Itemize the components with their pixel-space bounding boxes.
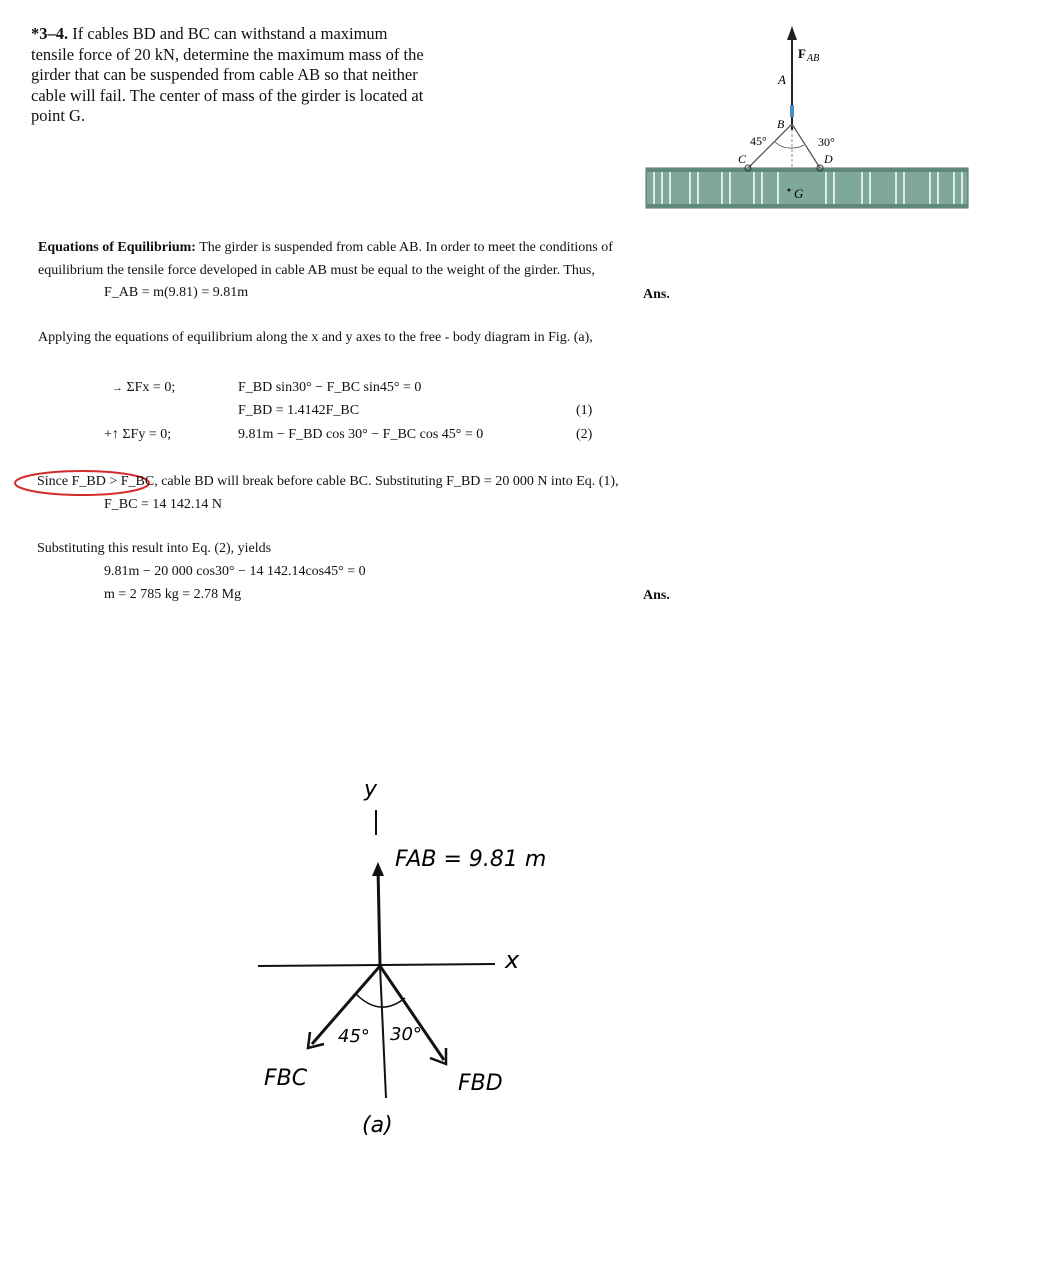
free-body-diagram (240, 760, 560, 1150)
fbc-vector-label: FBC (264, 1066, 308, 1091)
fbd-angle-30: 30° (390, 1024, 422, 1045)
problem-line-5: point G. (31, 106, 86, 125)
x-axis-label: x (505, 946, 520, 974)
problem-line-2: tensile force of 20 kN, determine the maximum mass of the (31, 44, 424, 64)
fbd-vector (380, 966, 444, 1060)
girder-figure (640, 20, 980, 215)
point-a-label: A (778, 72, 786, 87)
fab-arrowhead (787, 26, 797, 40)
sum-fy-label: +↑ ΣFy = 0; (104, 427, 172, 442)
substituting-text: Substituting this result into Eq. (2), yields (37, 541, 272, 556)
equation-1-number: (1) (576, 403, 593, 418)
point-c-label: C (738, 152, 747, 166)
angle-45-label: 45° (750, 134, 767, 148)
final-answer: m = 2 785 kg = 2.78 Mg (104, 587, 242, 602)
negative-y-axis (380, 966, 386, 1098)
fab-force-sub: AB (807, 53, 820, 64)
girder-beam (646, 165, 968, 208)
problem-statement (31, 24, 471, 127)
problem-number: *3–4. (31, 24, 69, 43)
fbd-caption: (a) (362, 1113, 393, 1138)
solution-intro-line-2: equilibrium the tensile force developed in cable AB must be equal to the weight of the girder. Thus, (38, 263, 595, 278)
x-axis-line (258, 964, 495, 966)
point-d-label: D (824, 152, 833, 166)
point-b-label: B (777, 117, 785, 131)
fbd-vector-label: FBD (458, 1071, 503, 1096)
ans-label-2: Ans. (643, 588, 670, 603)
fab-vector-label: FAB = 9.81 m (395, 847, 547, 872)
point-g-label: G (794, 186, 804, 201)
equation-1a: F_BD sin30° − F_BC sin45° = 0 (238, 380, 422, 395)
angle-30-label: 30° (818, 135, 835, 149)
equation-2-number: (2) (576, 427, 593, 442)
fab-force-label: F (798, 46, 806, 61)
problem-line-4: cable will fail. The center of mass of the girder is located at (31, 85, 424, 105)
fab-vector (378, 868, 380, 965)
final-equation: 9.81m − 20 000 cos30° − 14 142.14cos45° = 0 (104, 564, 366, 579)
ans-label-1: Ans. (643, 287, 670, 302)
fbd-angle-45: 45° (338, 1026, 370, 1047)
problem-line-3: girder that can be suspended from cable AB so that neither (31, 65, 418, 84)
problem-line-1: *3–4. If cables BD and BC can withstand a maximum (31, 24, 388, 43)
fab-vector-head (372, 862, 384, 876)
cable-link (790, 105, 794, 117)
y-axis-label: y (364, 777, 378, 802)
equation-fab: F_AB = m(9.81) = 9.81m (104, 285, 249, 300)
since-text: Since F_BD > F_BC, cable BD will break before cable BC. Substituting F_BD = 20 000 N into Eq. (1), (37, 474, 619, 489)
equation-1b: F_BD = 1.4142F_BC (238, 403, 360, 418)
sum-fx-label: → ΣFx = 0; (112, 380, 176, 395)
cable-bd (792, 124, 820, 168)
equation-2: 9.81m − F_BD cos 30° − F_BC cos 45° = 0 (238, 427, 484, 442)
solution-intro-line-1: Equations of Equilibrium: The girder is suspended from cable AB. In order to meet the conditions of (38, 240, 613, 255)
solution-heading: Equations of Equilibrium: (38, 240, 196, 255)
fbc-result: F_BC = 14 142.14 N (104, 497, 222, 512)
applying-text: Applying the equations of equilibrium along the x and y axes to the free - body diagram in Fig. (a), (38, 330, 593, 345)
